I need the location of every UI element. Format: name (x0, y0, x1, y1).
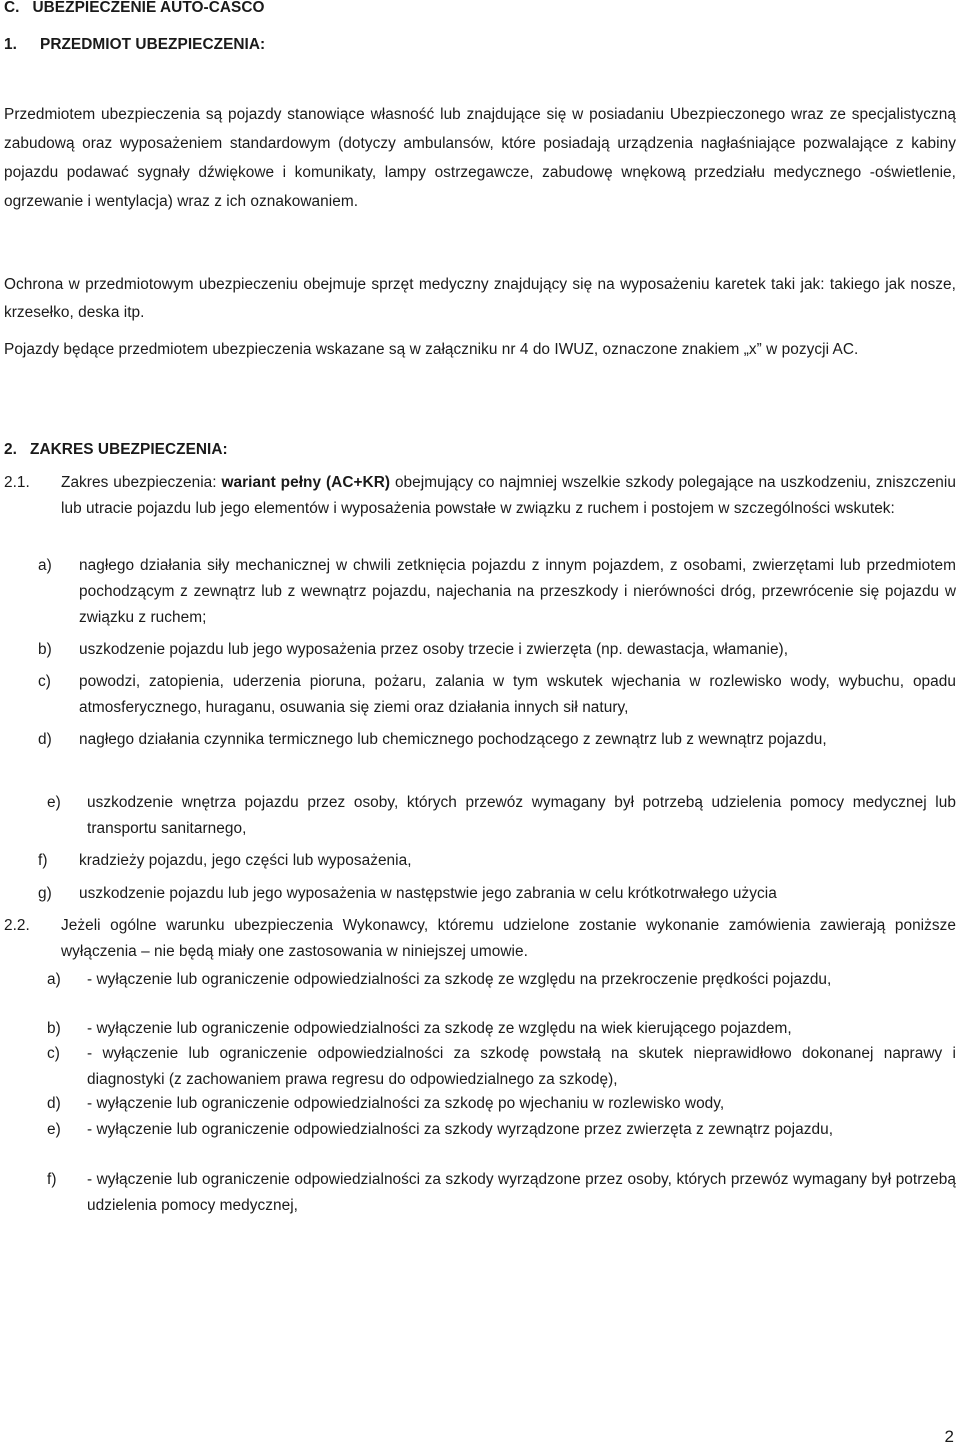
scope-heading: ZAKRES UBEZPIECZENIA: (30, 441, 228, 458)
clause-2-1-number: 2.1. (4, 474, 30, 491)
clause-2-1-variant: wariant pełny (AC+KR) (221, 474, 391, 491)
list-item-letter: f) (47, 1171, 57, 1188)
list-item-text: nagłego działania czynnika termicznego lub chemicznego pochodzącego z zewnątrz lub z wewnątrz pojazdu, (79, 731, 827, 748)
list-item-text: - wyłączenie lub ograniczenie odpowiedzialności za szkodę powstałą na skutek nieprawidłowo dokonanej naprawy i diagnostyki (z zachowaniem prawa regresu do odpowiedzialnego za szkodę), (87, 1045, 956, 1088)
scope-number: 2. (4, 441, 17, 458)
list-item-letter: e) (47, 1121, 61, 1138)
subject-number: 1. (4, 36, 17, 53)
list-item-letter: c) (47, 1045, 60, 1062)
list-item-text: nagłego działania siły mechanicznej w chwili zetknięcia pojazdu z innym pojazdem, z osobami, zwierzętami lub przedmiotem pochodzącym z zewnątrz lub z wewnątrz pojazdu, najechania na przeszkody i nierówności dróg, przewrócenie się pojazdu w związku z ruchem; (79, 557, 956, 626)
subject-paragraph: Przedmiotem ubezpieczenia są pojazdy stanowiące własność lub znajdujące się w posiadaniu Ubezpieczonego wraz ze specjalistyczną zabudową oraz wyposażeniem standardowym (dotyczy ambulansów, które posiadają urządzenia nagłaśniające pozwalające z kabiny pojazdu podawać sygnały dźwiękowe i komunikaty, lampy ostrzegawcze, zabudowę wnękową przedziału medycznego -oświetlenie, ogrzewanie i wentylacja) wraz z ich oznakowaniem. (4, 106, 956, 210)
coverage-paragraph: Ochrona w przedmiotowym ubezpieczeniu obejmuje sprzęt medyczny znajdujący się na wyposażeniu karetek taki jak: takiego jak nosze, krzesełko, deska itp. (4, 276, 956, 321)
list-item-text: - wyłączenie lub ograniczenie odpowiedzialności za szkody wyrządzone przez osoby, których przewóz wymagany był potrzebą udzielenia pomocy medycznej, (87, 1171, 956, 1214)
list-item-text: uszkodzenie pojazdu lub jego wyposażenia w następstwie jego zabrania w celu krótkotrwałego użycia (79, 885, 777, 902)
list-item-letter: a) (47, 971, 61, 988)
section-title: C. UBEZPIECZENIE AUTO-CASCO (4, 0, 265, 16)
list-item-letter: b) (47, 1020, 61, 1037)
list-item-text: - wyłączenie lub ograniczenie odpowiedzialności za szkody wyrządzone przez zwierzęta z zewnątrz pojazdu, (87, 1121, 834, 1138)
list-item-text: - wyłączenie lub ograniczenie odpowiedzialności za szkodę ze względu na wiek kierującego pojazdem, (87, 1020, 792, 1037)
list-item-text: uszkodzenie pojazdu lub jego wyposażenia przez osoby trzecie i zwierzęta (np. dewastacja, włamanie), (79, 641, 789, 658)
clause-2-2-text: Jeżeli ogólne warunku ubezpieczenia Wykonawcy, któremu udzielone zostanie wykonanie zamówienia zawierają poniższe wyłączenia – nie będą miały one zastosowania w niniejszej umowie. (61, 917, 956, 960)
list-item-letter: f) (38, 852, 48, 869)
list-item-letter: d) (47, 1095, 61, 1112)
list-item-text: powodzi, zatopienia, uderzenia pioruna, pożaru, zalania w tym wskutek wjechania w rozlewisko wody, wybuchu, opadu atmosferycznego, huraganu, osuwania się ziemi oraz działania innych sił natury, (79, 673, 956, 716)
list-item-letter: e) (47, 794, 61, 811)
clause-2-1-lead: Zakres ubezpieczenia: (61, 474, 222, 491)
list-item-letter: b) (38, 641, 52, 658)
list-item-letter: c) (38, 673, 51, 690)
page-number: 2 (944, 1427, 954, 1446)
vehicles-paragraph: Pojazdy będące przedmiotem ubezpieczenia wskazane są w załączniku nr 4 do IWUZ, oznaczone znakiem „x” w pozycji AC. (4, 341, 859, 358)
list-item-letter: d) (38, 731, 52, 748)
list-item-text: uszkodzenie wnętrza pojazdu przez osoby, których przewóz wymagany był potrzebą udzielenia pomocy medycznej lub transportu sanitarnego, (87, 794, 956, 837)
list-item-text: - wyłączenie lub ograniczenie odpowiedzialności za szkodę po wjechaniu w rozlewisko wody, (87, 1095, 725, 1112)
clause-2-2-number: 2.2. (4, 917, 30, 934)
list-item-text: - wyłączenie lub ograniczenie odpowiedzialności za szkodę ze względu na przekroczenie prędkości pojazdu, (87, 971, 832, 988)
list-item-letter: a) (38, 557, 52, 574)
clause-2-1-text (61, 470, 956, 522)
clause-2-1-rest: obejmujący co najmniej wszelkie szkody polegające na uszkodzeniu, zniszczeniu lub utracie pojazdu lub jego elementów i wyposażenia powstałe w związku z ruchem i postojem w szczególności wskutek: (61, 474, 956, 517)
subject-heading: PRZEDMIOT UBEZPIECZENIA: (40, 36, 266, 53)
list-item-letter: g) (38, 885, 52, 902)
list-item-text: kradzieży pojazdu, jego części lub wyposażenia, (79, 852, 412, 869)
